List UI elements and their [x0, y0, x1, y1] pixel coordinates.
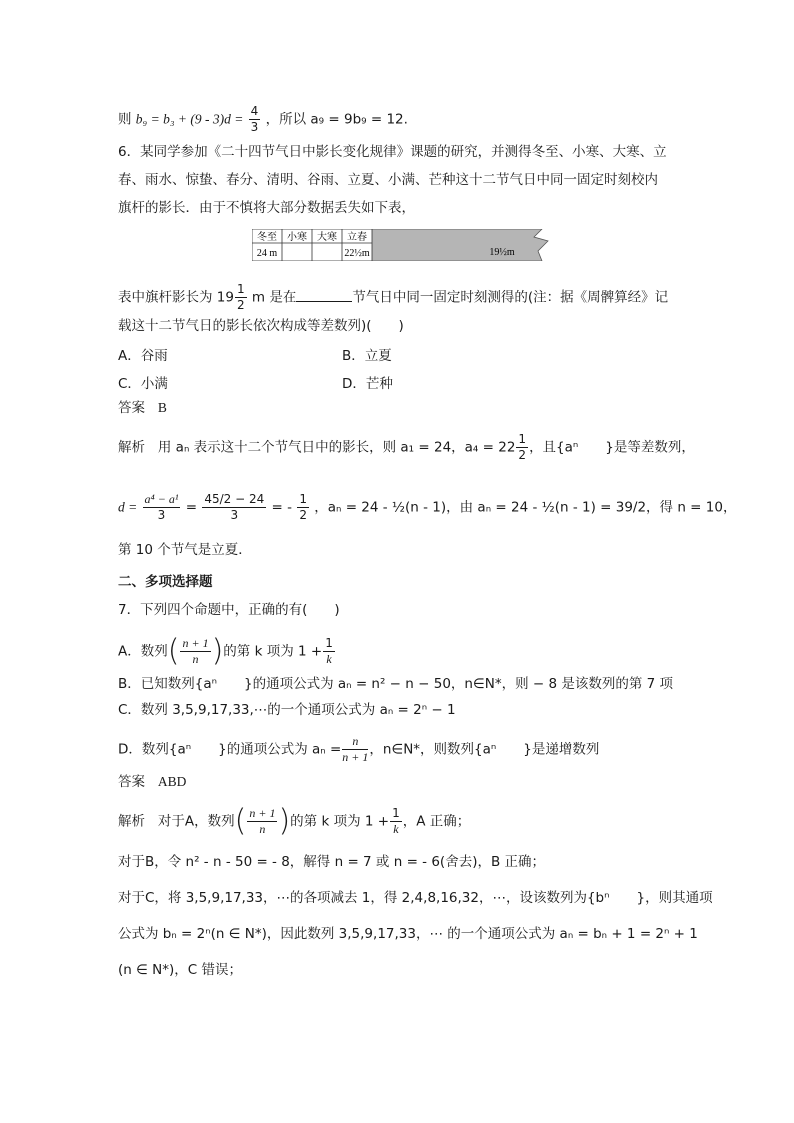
top-fraction: [249, 104, 261, 135]
q6-option-b[interactable]: B．立夏: [342, 348, 392, 364]
q6-option-a[interactable]: A．谷雨: [118, 348, 168, 364]
q7-optA-frac2: $\frac{1}{k}$: [325, 636, 333, 666]
q7-optD-a: D．数列{aⁿ }的通项公式为 aₙ =: [118, 741, 342, 758]
q6-answer: [118, 398, 167, 418]
q7-optA-lparen: (: [167, 633, 180, 669]
q6-stem-frac: $\frac{1}{2}$: [236, 282, 245, 312]
table-last-value: 19½m: [489, 247, 515, 258]
q7-analysis-line3: 对于C，将 3,5,9,17,33，⋯的各项减去 1，得 2,4,8,16,32，⋯，设该数列为{bⁿ }，则其通项: [118, 890, 713, 906]
q6-analysis-label: 解析: [118, 439, 145, 456]
top-frac-num: 4: [250, 104, 259, 118]
q7-analysis-line1: [118, 803, 471, 839]
q7-an1-lparen: (: [234, 803, 247, 839]
q7-analysis-line5: (n ∈ N*)，C 错误；: [118, 962, 242, 978]
table-header-1: 小寒: [287, 232, 307, 243]
q7-an1-rparen: ): [278, 803, 291, 839]
q6-analysis1-a: 用 aₙ 表示这十二个节气日中的影长，则 a₁ = 24，a₄ = 22: [157, 439, 516, 456]
table-header-0: 冬至: [257, 232, 277, 243]
q6-d-eq: d =: [118, 499, 138, 515]
q6-answer-label: 答案: [118, 400, 145, 416]
q6-blank: [296, 287, 352, 302]
q6-d-frac3: $\frac{1}{2}$: [299, 492, 307, 522]
section-multiple-choice-title: 二、多项选择题: [118, 574, 213, 590]
q7-optD-frac: $\frac{n}{n + 1}$: [342, 734, 369, 764]
q6-d-eq2: =: [185, 499, 198, 516]
q6-d-eq3: = -: [271, 499, 293, 516]
q7-stem: 7．下列四个命题中，正确的有( ): [118, 602, 340, 618]
table-value-0: 24 m: [256, 248, 278, 259]
q6-d-frac2: $\frac{45/2 - 24}{3}$: [204, 492, 265, 522]
q7-an1-frac: $\frac{n + 1}{n}$: [249, 806, 276, 836]
q7-an1-b: 的第 k 项为 1 +: [290, 813, 390, 830]
q6-d-rest: ，aₙ = 24 - ½(n - 1)，由 aₙ = 24 - ½(n - 1) = 39/2，得 n = 10，: [314, 499, 737, 516]
shadow-data-table: [252, 229, 552, 261]
top-formula-text: ₉ = b₃ + (9 - 3)d =: [142, 111, 244, 127]
q6-stem-b: m 是在: [247, 289, 297, 306]
q6-stem: [118, 282, 668, 313]
q7-analysis-label: 解析: [118, 813, 145, 830]
q7-analysis-line2: 对于B，令 n² - n - 50 = - 8，解得 n = 7 或 n = - 6(舍去)，B 正确；: [118, 854, 546, 870]
q7-option-b[interactable]: B．已知数列{aⁿ }的通项公式为 aₙ = n² − n − 50，n∈N*，则 − 8 是该数列的第 7 项: [118, 676, 674, 692]
q7-optA-rparen: ): [211, 633, 224, 669]
q6-analysis1-b: ，且{aⁿ }是等差数列，: [529, 439, 695, 456]
top-prefix: 则: [118, 111, 132, 128]
q6-conclusion: 第 10 个节气是立夏．: [118, 542, 252, 558]
q6-line2: 春、雨水、惊蛰、春分、清明、谷雨、立夏、小满、芒种这十二节气日中同一固定时刻校内: [118, 172, 658, 188]
q7-option-a[interactable]: [118, 633, 336, 669]
table-value-3: 22½m: [344, 248, 370, 259]
q6-answer-value: B: [157, 400, 167, 415]
q7-an1-frac2: $\frac{1}{k}$: [392, 806, 400, 836]
q6-d-formula: [118, 492, 736, 523]
q7-optA-a: A．数列: [118, 643, 168, 660]
table-header-3: 立春: [347, 232, 367, 243]
q7-optD-b: ，n∈N*，则数列{aⁿ }是递增数列: [369, 741, 600, 758]
top-suffix: ，所以 a₉ = 9b₉ = 12.: [265, 111, 408, 128]
q6-line1: 6．某同学参加《二十四节气日中影长变化规律》课题的研究，并测得冬至、小寒、大寒、立: [118, 144, 667, 160]
q7-an1-a: 对于A，数列: [157, 813, 235, 830]
top-formula-b: b: [135, 111, 143, 127]
q7-optA-b: 的第 k 项为 1 +: [223, 643, 323, 660]
q6-analysis1-frac: $\frac{1}{2}$: [518, 432, 527, 462]
q7-optA-frac: $\frac{n + 1}{n}$: [182, 636, 209, 666]
q6-line3: 旗杆的影长．由于不慎将大部分数据丢失如下表，: [118, 200, 415, 216]
q6-stem-c: 节气日中同一固定时刻测得的(注：据《周髀算经》记: [352, 289, 669, 306]
top-frac-den: 3: [250, 120, 259, 134]
q6-line5: 载这十二节气日的影长依次构成等差数列)( ): [118, 318, 404, 334]
q7-option-d[interactable]: [118, 734, 599, 765]
top-formula-line: [118, 104, 408, 135]
q7-answer-label: 答案: [118, 774, 145, 790]
q6-option-c[interactable]: C．小满: [118, 376, 168, 392]
q6-d-frac1: $\frac{\text{a⁴ − a¹}}{3}$: [144, 492, 179, 522]
q6-option-d[interactable]: D．芒种: [342, 376, 393, 392]
q7-option-c[interactable]: C．数列 3,5,9,17,33,⋯的一个通项公式为 aₙ = 2ⁿ − 1: [118, 702, 456, 718]
table-header-2: 大寒: [317, 232, 337, 243]
q7-answer-value: ABD: [157, 774, 187, 789]
q7-answer: [118, 772, 186, 792]
q6-stem-a: 表中旗杆影长为 19: [118, 289, 234, 306]
q7-analysis-line4: 公式为 bₙ = 2ⁿ(n ∈ N*)，因此数列 3,5,9,17,33，⋯ 的一个通项公式为 aₙ = bₙ + 1 = 2ⁿ + 1: [118, 926, 698, 942]
q6-analysis-line1: [118, 432, 695, 463]
q7-an1-c: ，A 正确；: [402, 813, 471, 830]
